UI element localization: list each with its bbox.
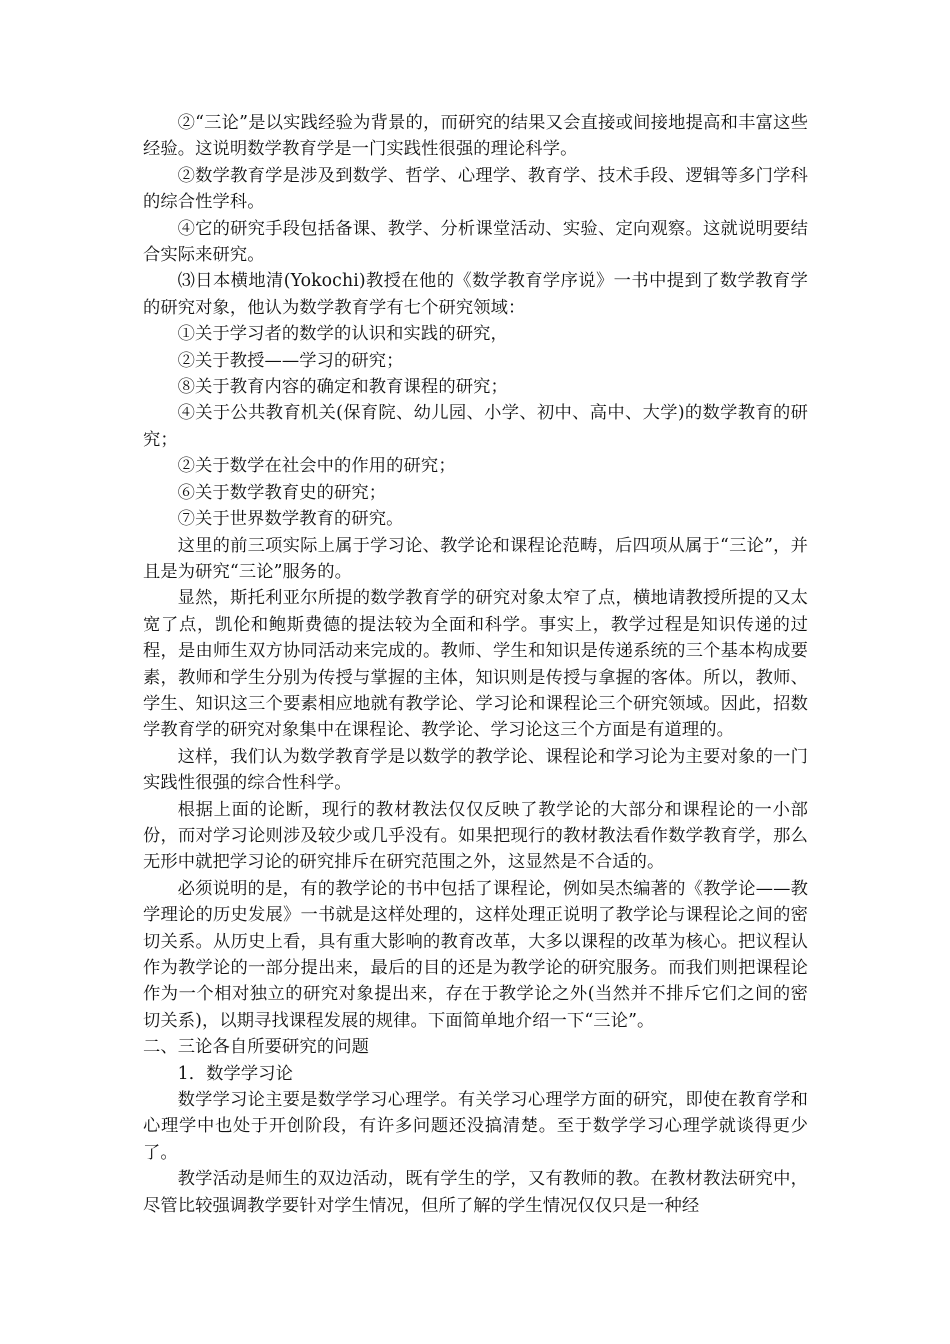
paragraph-2: ②数学教育学是涉及到数学、哲学、心理学、教育学、技术手段、逻辑等多门学科的综合性学科。 [143, 165, 808, 213]
paragraph-8: 根据上面的论断，现行的教材教法仅仅反映了教学论的大部分和课程论的一小部份，而对学习论则涉及较少或几乎没有。如果把现行的教材教法看作数学教育学，那么无形中就把学习论的研究排斥在研究范围之外，这显然是不合适的。 [143, 799, 808, 873]
paragraph-4: ⑶日本横地清(Yokochi)教授在他的《数学教育学序说》一书中提到了数学教育学的研究对象，他认为数学教育学有七个研究领域： [143, 271, 808, 318]
subsection-heading: 1．数学学习论 [177, 1063, 293, 1084]
list-item-7: ⑦关于世界数学教育的研究。 [177, 509, 404, 530]
paragraph-3: ④它的研究手段包括备课、教学、分析课堂活动、实验、定向观察。这就说明要结合实际来研究。 [143, 218, 808, 266]
list-item-3: ⑧关于教育内容的确定和教育课程的研究； [177, 377, 508, 398]
paragraph-5: 这里的前三项实际上属于学习论、教学论和课程论范畴，后四项从属于“三论”，并且是为研究“三论”服务的。 [143, 535, 808, 582]
list-item-1: ①关于学习者的数学的认识和实践的研究， [177, 324, 508, 345]
list-item-4: ④关于公共教育机关(保育院、幼儿园、小学、初中、高中、大学)的数学教育的研究； [143, 403, 808, 450]
section-heading: 二、三论各自所要研究的问题 [143, 1037, 369, 1058]
paragraph-11: 教学活动是师生的双边活动，既有学生的学，又有教师的教。在教材教法研究中，尽管比较强调教学要针对学生情况，但所了解的学生情况仅仅只是一种经 [143, 1169, 808, 1216]
paragraph-1: ②“三论”是以实践经验为背景的，而研究的结果又会直接或间接地提高和丰富这些经验。这说明数学教育学是一门实践性很强的理论科学。 [143, 113, 808, 160]
paragraph-6: 显然，斯托利亚尔所提的数学教育学的研究对象太窄了点，横地请教授所提的又太宽了点，凯伦和鲍斯费德的提法较为全面和科学。事实上，教学过程是知识传递的过程，是由师生双方协同活动来完成的。教师、学生和知识是传递系统的三个基本构成要素，教师和学生分别为传授与掌握的主体，知识则是传授与拿握的客体。所以，教师、学生、知识这三个要素相应地就有教学论、学习论和课程论三个研究领域。因此，招数学教育学的研究对象集中在课程论、教学论、学习论这三个方面是有道理的。 [143, 588, 808, 741]
paragraph-10: 数学学习论主要是数学学习心理学。有关学习心理学方面的研究，即使在教育学和心理学中也处于开创阶段，有许多问题还没搞清楚。至于数学学习心理学就谈得更少了。 [143, 1090, 808, 1163]
list-item-5: ②关于数学在社会中的作用的研究； [177, 456, 456, 477]
list-item-6: ⑥关于数学教育史的研究； [177, 482, 387, 503]
paragraph-7: 这样，我们认为数学教育学是以数学的教学论、课程论和学习论为主要对象的一门实践性很强的综合性科学。 [143, 746, 808, 794]
paragraph-9: 必须说明的是，有的教学论的书中包括了课程论，例如吴杰编著的《教学论——教学理论的历史发展》一书就是这样处理的，这样处理正说明了教学论与课程论之间的密切关系。从历史上看，具有重大影响的教育改革，大多以课程的改革为核心。把议程认作为教学论的一部分提出来，最后的目的还是为教学论的研究服务。而我们则把课程论作为一个相对独立的研究对象提出来，存在于教学论之外(当然并不排斥它们之间的密切关系)，以期寻找课程发展的规律。下面简单地介绍一下“三论”。 [143, 878, 808, 1031]
document-page [143, 110, 808, 1219]
list-item-2: ②关于教授——学习的研究； [177, 350, 404, 371]
